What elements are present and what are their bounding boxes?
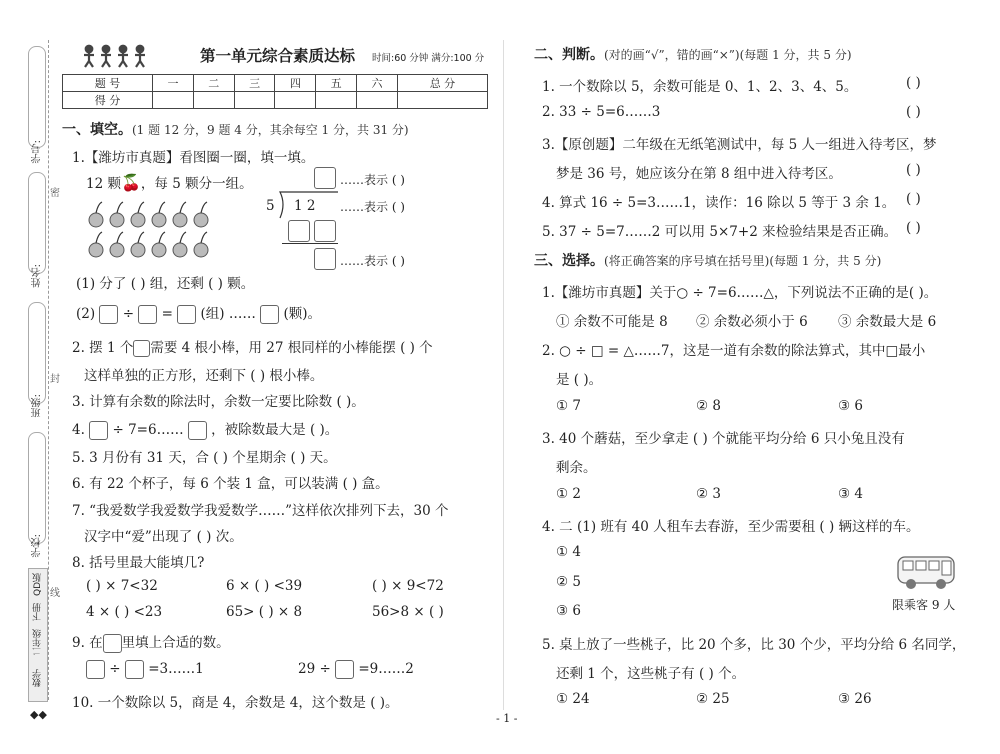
- blank-box-icon: [103, 634, 122, 653]
- binding-line: [48, 40, 49, 700]
- represent-2: ……表示 ( ): [340, 200, 405, 214]
- q8-item: ( ) × 7<32: [86, 578, 158, 594]
- score-row-label: 得 分: [63, 92, 153, 109]
- q1-cherries-text: 12 颗🍒，每 5 颗分一组。: [86, 173, 253, 192]
- product-box-2[interactable]: [314, 220, 336, 242]
- judge-item-5: 5. 37 ÷ 5=7……2 可以用 5×7+2 来检验结果是否正确。: [542, 224, 898, 240]
- time-info: 时间:60 分钟 满分:100 分: [372, 53, 485, 64]
- cut-word-2: 封: [50, 374, 60, 385]
- table-header-cell: 六: [357, 75, 398, 92]
- judge-item-3-cont: 梦是 36 号，她应该分在第 8 组中进入待考区。: [556, 166, 842, 182]
- square-icon: [133, 340, 150, 357]
- judge-item-2: 2. 33 ÷ 5=6……3: [542, 104, 661, 120]
- q8-item: ( ) × 9<72: [372, 578, 444, 594]
- option[interactable]: ② 3: [696, 486, 721, 502]
- option[interactable]: ① 24: [556, 691, 590, 707]
- answer-paren[interactable]: ( ): [906, 104, 921, 120]
- divisor: 5: [266, 198, 275, 214]
- table-header-cell: 四: [275, 75, 316, 92]
- remainder-box[interactable]: [314, 248, 336, 270]
- blank-box[interactable]: [177, 305, 196, 324]
- q1-sub2: (2) ÷ = (组) …… (颗)。: [76, 306, 321, 322]
- q9: 9. 在 里填上合适的数。: [72, 635, 230, 651]
- blank-box[interactable]: [188, 421, 207, 440]
- choice-q3-line2: 剩余。: [556, 460, 597, 476]
- answer-paren[interactable]: ( ): [906, 220, 921, 236]
- table-header-cell: 三: [234, 75, 275, 92]
- children-icon: [82, 44, 152, 73]
- q8: 8. 括号里最大能填几?: [72, 555, 205, 571]
- table-header-cell: 总 分: [397, 75, 487, 92]
- q7-line2: 汉字中“爱”出现了 ( ) 次。: [84, 529, 243, 545]
- score-cell[interactable]: [275, 92, 316, 109]
- table-header-cell: 一: [153, 75, 194, 92]
- q10: 10. 一个数除以 5，商是 4，余数是 4，这个数是 ( )。: [72, 695, 399, 711]
- section1-heading: 一、填空。(1 题 12 分，9 题 4 分，其余每空 1 分，共 31 分): [62, 122, 409, 138]
- option[interactable]: ③ 26: [838, 691, 872, 707]
- q9-left: ÷ =3……1: [86, 660, 204, 679]
- cherry-icon: 🍒: [120, 173, 141, 192]
- option[interactable]: ③ 4: [838, 486, 863, 502]
- choice-q5-line2: 还剩 1 个，这些桃子有 ( ) 个。: [556, 666, 746, 682]
- blank-box[interactable]: [260, 305, 279, 324]
- student-number-label: 学号:: [32, 140, 43, 164]
- q7-line1: 7. “我爱数学我爱数学我爱数学……”这样依次排列下去，30 个: [72, 503, 449, 519]
- table-header-cell: 题 号: [63, 75, 153, 92]
- represent-3: ……表示 ( ): [340, 254, 405, 268]
- blank-box[interactable]: [86, 660, 105, 679]
- option[interactable]: ① 2: [556, 486, 581, 502]
- student-number-box[interactable]: [28, 46, 46, 148]
- choice-q3-line1: 3. 40 个蘑菇，至少拿走 ( ) 个就能平均分给 6 只小兔且没有: [542, 431, 905, 447]
- score-cell[interactable]: [234, 92, 275, 109]
- score-table: [62, 74, 488, 109]
- division-line: [282, 243, 338, 244]
- option[interactable]: ② 5: [556, 574, 581, 590]
- score-cell[interactable]: [153, 92, 194, 109]
- option[interactable]: ② 25: [696, 691, 730, 707]
- q9-right: 29 ÷ =9……2: [298, 661, 414, 677]
- choice-q2-line2: 是 ( )。: [556, 372, 603, 388]
- dividend: 1 2: [294, 198, 316, 214]
- judge-item-4: 4. 算式 16 ÷ 5=3……1，读作：16 除以 5 等于 3 余 1。: [542, 195, 896, 211]
- bus-icon: [896, 553, 958, 593]
- class-label: 班级:: [32, 394, 43, 418]
- quotient-box[interactable]: [314, 167, 336, 189]
- option[interactable]: ③ 6: [556, 603, 581, 619]
- section2-heading: 二、判断。(对的画“√”，错的画“×”)(每题 1 分，共 5 分): [534, 47, 852, 63]
- cut-word-1: 密: [50, 188, 60, 199]
- q1-stem: 1.【潍坊市真题】看图圈一圈，填一填。: [72, 150, 315, 166]
- name-label: 姓名:: [32, 264, 43, 288]
- q8-item: 4 × ( ) <23: [86, 604, 163, 620]
- spine-label: QD版 下册 二年级 数学: [28, 568, 48, 702]
- blank-box[interactable]: [335, 660, 354, 679]
- q4: 4. ÷ 7=6…… ，被除数最大是 ( )。: [72, 422, 339, 438]
- score-cell[interactable]: [397, 92, 487, 109]
- school-box[interactable]: [28, 432, 46, 544]
- option[interactable]: ③ 余数最大是 6: [838, 314, 937, 330]
- q1-sub1: (1) 分了 ( ) 组，还剩 ( ) 颗。: [76, 276, 255, 292]
- q5: 5. 3 月份有 31 天，合 ( ) 个星期余 ( ) 天。: [72, 450, 337, 466]
- table-header-cell: 二: [193, 75, 234, 92]
- blank-box[interactable]: [99, 305, 118, 324]
- section3-heading: 三、选择。(将正确答案的序号填在括号里)(每题 1 分，共 5 分): [534, 253, 882, 269]
- page-title: 第一单元综合素质达标: [200, 47, 356, 65]
- product-box-1[interactable]: [288, 220, 310, 242]
- q2-line2: 这样单独的正方形，还剩下 ( ) 根小棒。: [84, 368, 324, 384]
- q8-item: 6 × ( ) <39: [226, 578, 303, 594]
- judge-item-3: 3.【原创题】二年级在无纸笔测试中，每 5 人一组进入待考区，梦: [542, 137, 937, 153]
- class-box[interactable]: [28, 302, 46, 404]
- q8-item: 65> ( ) × 8: [226, 604, 303, 620]
- option[interactable]: ① 4: [556, 544, 581, 560]
- option[interactable]: ② 余数必须小于 6: [696, 314, 808, 330]
- choice-q2-line1: 2. ○ ÷ □ = △……7，这是一道有余数的除法算式，其中□最小: [542, 343, 926, 359]
- q2-line1: 2. 摆 1 个 需要 4 根小棒，用 27 根同样的小棒能摆 ( ) 个: [72, 340, 433, 356]
- table-header-cell: 五: [316, 75, 357, 92]
- page-number: - 1 -: [496, 712, 518, 725]
- option[interactable]: ② 8: [696, 398, 721, 414]
- choice-q1: 1.【潍坊市真题】关于○ ÷ 7=6……△，下列说法不正确的是( )。: [542, 285, 938, 301]
- score-cell[interactable]: [316, 92, 357, 109]
- name-box[interactable]: [28, 172, 46, 274]
- choice-q4: 4. 二 (1) 班有 40 人租车去春游，至少需要租 ( ) 辆这样的车。: [542, 519, 920, 535]
- blank-box[interactable]: [125, 660, 144, 679]
- blank-box[interactable]: [89, 421, 108, 440]
- score-cell[interactable]: [357, 92, 398, 109]
- blank-box[interactable]: [138, 305, 157, 324]
- column-divider: [503, 40, 504, 710]
- option[interactable]: ① 7: [556, 398, 581, 414]
- option[interactable]: ① 余数不可能是 8: [556, 314, 668, 330]
- q3: 3. 计算有余数的除法时，余数一定要比除数 ( )。: [72, 394, 365, 410]
- answer-paren[interactable]: ( ): [906, 191, 921, 207]
- q8-item: 56>8 × ( ): [372, 604, 444, 620]
- judge-item-1: 1. 一个数除以 5，余数可能是 0、1、2、3、4、5。: [542, 79, 858, 95]
- score-cell[interactable]: [193, 92, 234, 109]
- represent-1: ……表示 ( ): [340, 173, 405, 187]
- choice-q5-line1: 5. 桌上放了一些桃子，比 20 个多，比 30 个少，平均分给 6 名同学，: [542, 637, 966, 653]
- school-label: 学校:: [32, 534, 43, 558]
- cut-word-3: 线: [50, 588, 60, 599]
- answer-paren[interactable]: ( ): [906, 75, 921, 91]
- answer-paren[interactable]: ( ): [906, 162, 921, 178]
- publisher-logo-icon: ◆◆: [30, 708, 47, 721]
- bus-caption: 限乘客 9 人: [892, 598, 956, 612]
- option[interactable]: ③ 6: [838, 398, 863, 414]
- q6: 6. 有 22 个杯子，每 6 个装 1 盒，可以装满 ( ) 盒。: [72, 476, 389, 492]
